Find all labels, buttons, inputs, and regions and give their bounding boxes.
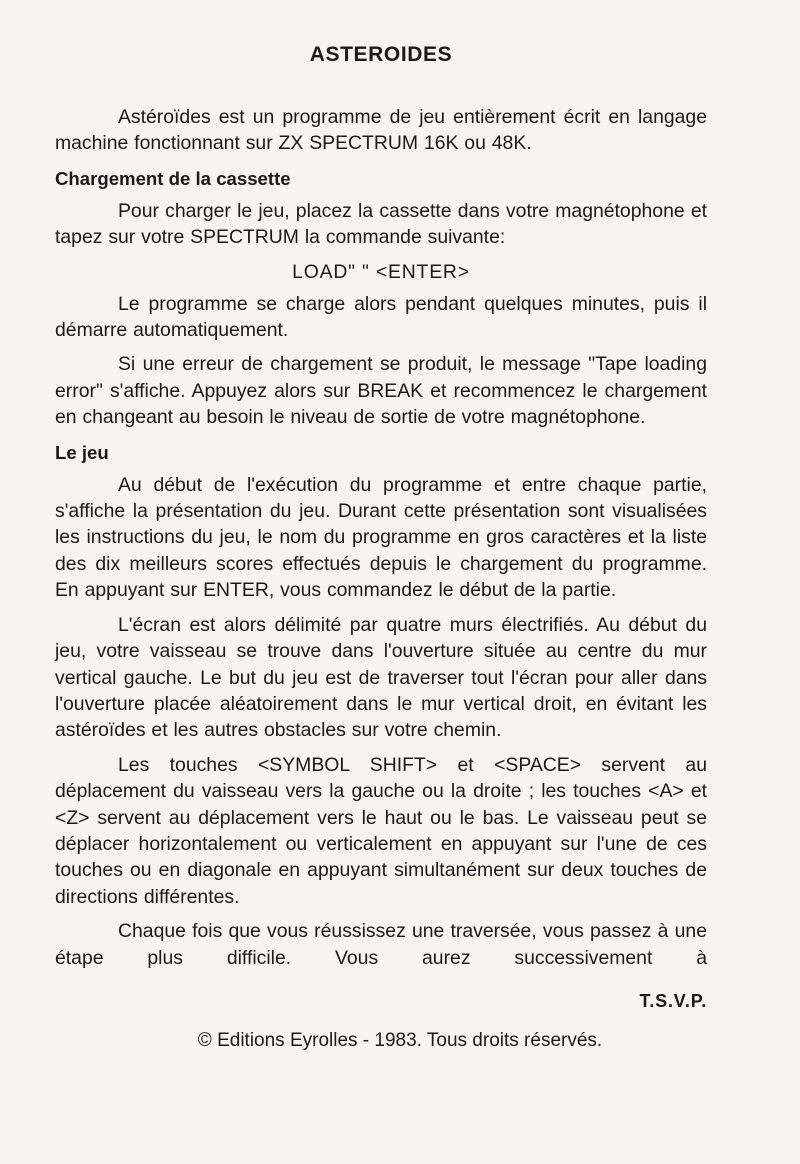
load-command: LOAD" " <ENTER> <box>292 260 470 283</box>
intro-paragraph: Astéroïdes est un programme de jeu entièrement écrit en langage machine fonctionnant sur ZX SPECTRUM 16K ou 48K. <box>55 106 707 155</box>
loading-paragraph-2: Le programme se charge alors pendant quelques minutes, puis il démarre automatiquement. <box>55 292 707 342</box>
copyright-notice: © Editions Eyrolles - 1983. Tous droits réservés. <box>197 1029 603 1051</box>
game-paragraph-1: Au début de l'exécution du programme et entre chaque partie, s'affiche la présentation du jeu. Durant cette présentation sont visualisées les instructions du jeu, le nom du programme en gros caractères et la liste des dix meilleurs scores effectués depuis le chargement du programme. En appuyant sur ENTER, vous commandez le début de la partie. <box>55 473 707 602</box>
loading-paragraph-3: Si une erreur de chargement se produit, le message "Tape loading error" s'affiche. Appuyez alors sur BREAK et recommencez le chargement en changeant au besoin le niveau de sortie de votre magnétophone. <box>55 353 707 429</box>
section-heading-loading: Chargement de la cassette <box>55 167 291 189</box>
page-title: ASTEROIDES <box>309 43 453 66</box>
game-paragraph-4: Chaque fois que vous réussissez une traversée, vous passez à une étape plus difficile. Vous aurez successivement à <box>55 920 707 969</box>
section-heading-game: Le jeu <box>55 441 109 463</box>
loading-paragraph-1: Pour charger le jeu, placez la cassette dans votre magnétophone et tapez sur votre SPECTRUM la commande suivante: <box>55 199 707 249</box>
continue-note: T.S.V.P. <box>639 990 707 1011</box>
game-paragraph-2: L'écran est alors délimité par quatre murs électrifiés. Au début du jeu, votre vaisseau se trouve dans l'ouverture située au centre du mur vertical gauche. Le but du jeu est de traverser tout l'écran pour aller dans l'ouverture placée aléatoirement dans le mur vertical droit, en évitant les astéroïdes et les autres obstacles sur votre chemin. <box>55 613 707 742</box>
game-paragraph-3: Les touches <SYMBOL SHIFT> et <SPACE> servent au déplacement du vaisseau vers la gauche ou la droite ; les touches <A> et <Z> servent au déplacement vers le haut ou le bas. Le vaisseau peut se déplacer horizontalement ou verticalement en appuyant sur l'une de ces touches ou en diagonale en appuyant simultanément sur deux touches de directions différentes. <box>55 753 707 908</box>
document-page <box>55 38 707 1055</box>
